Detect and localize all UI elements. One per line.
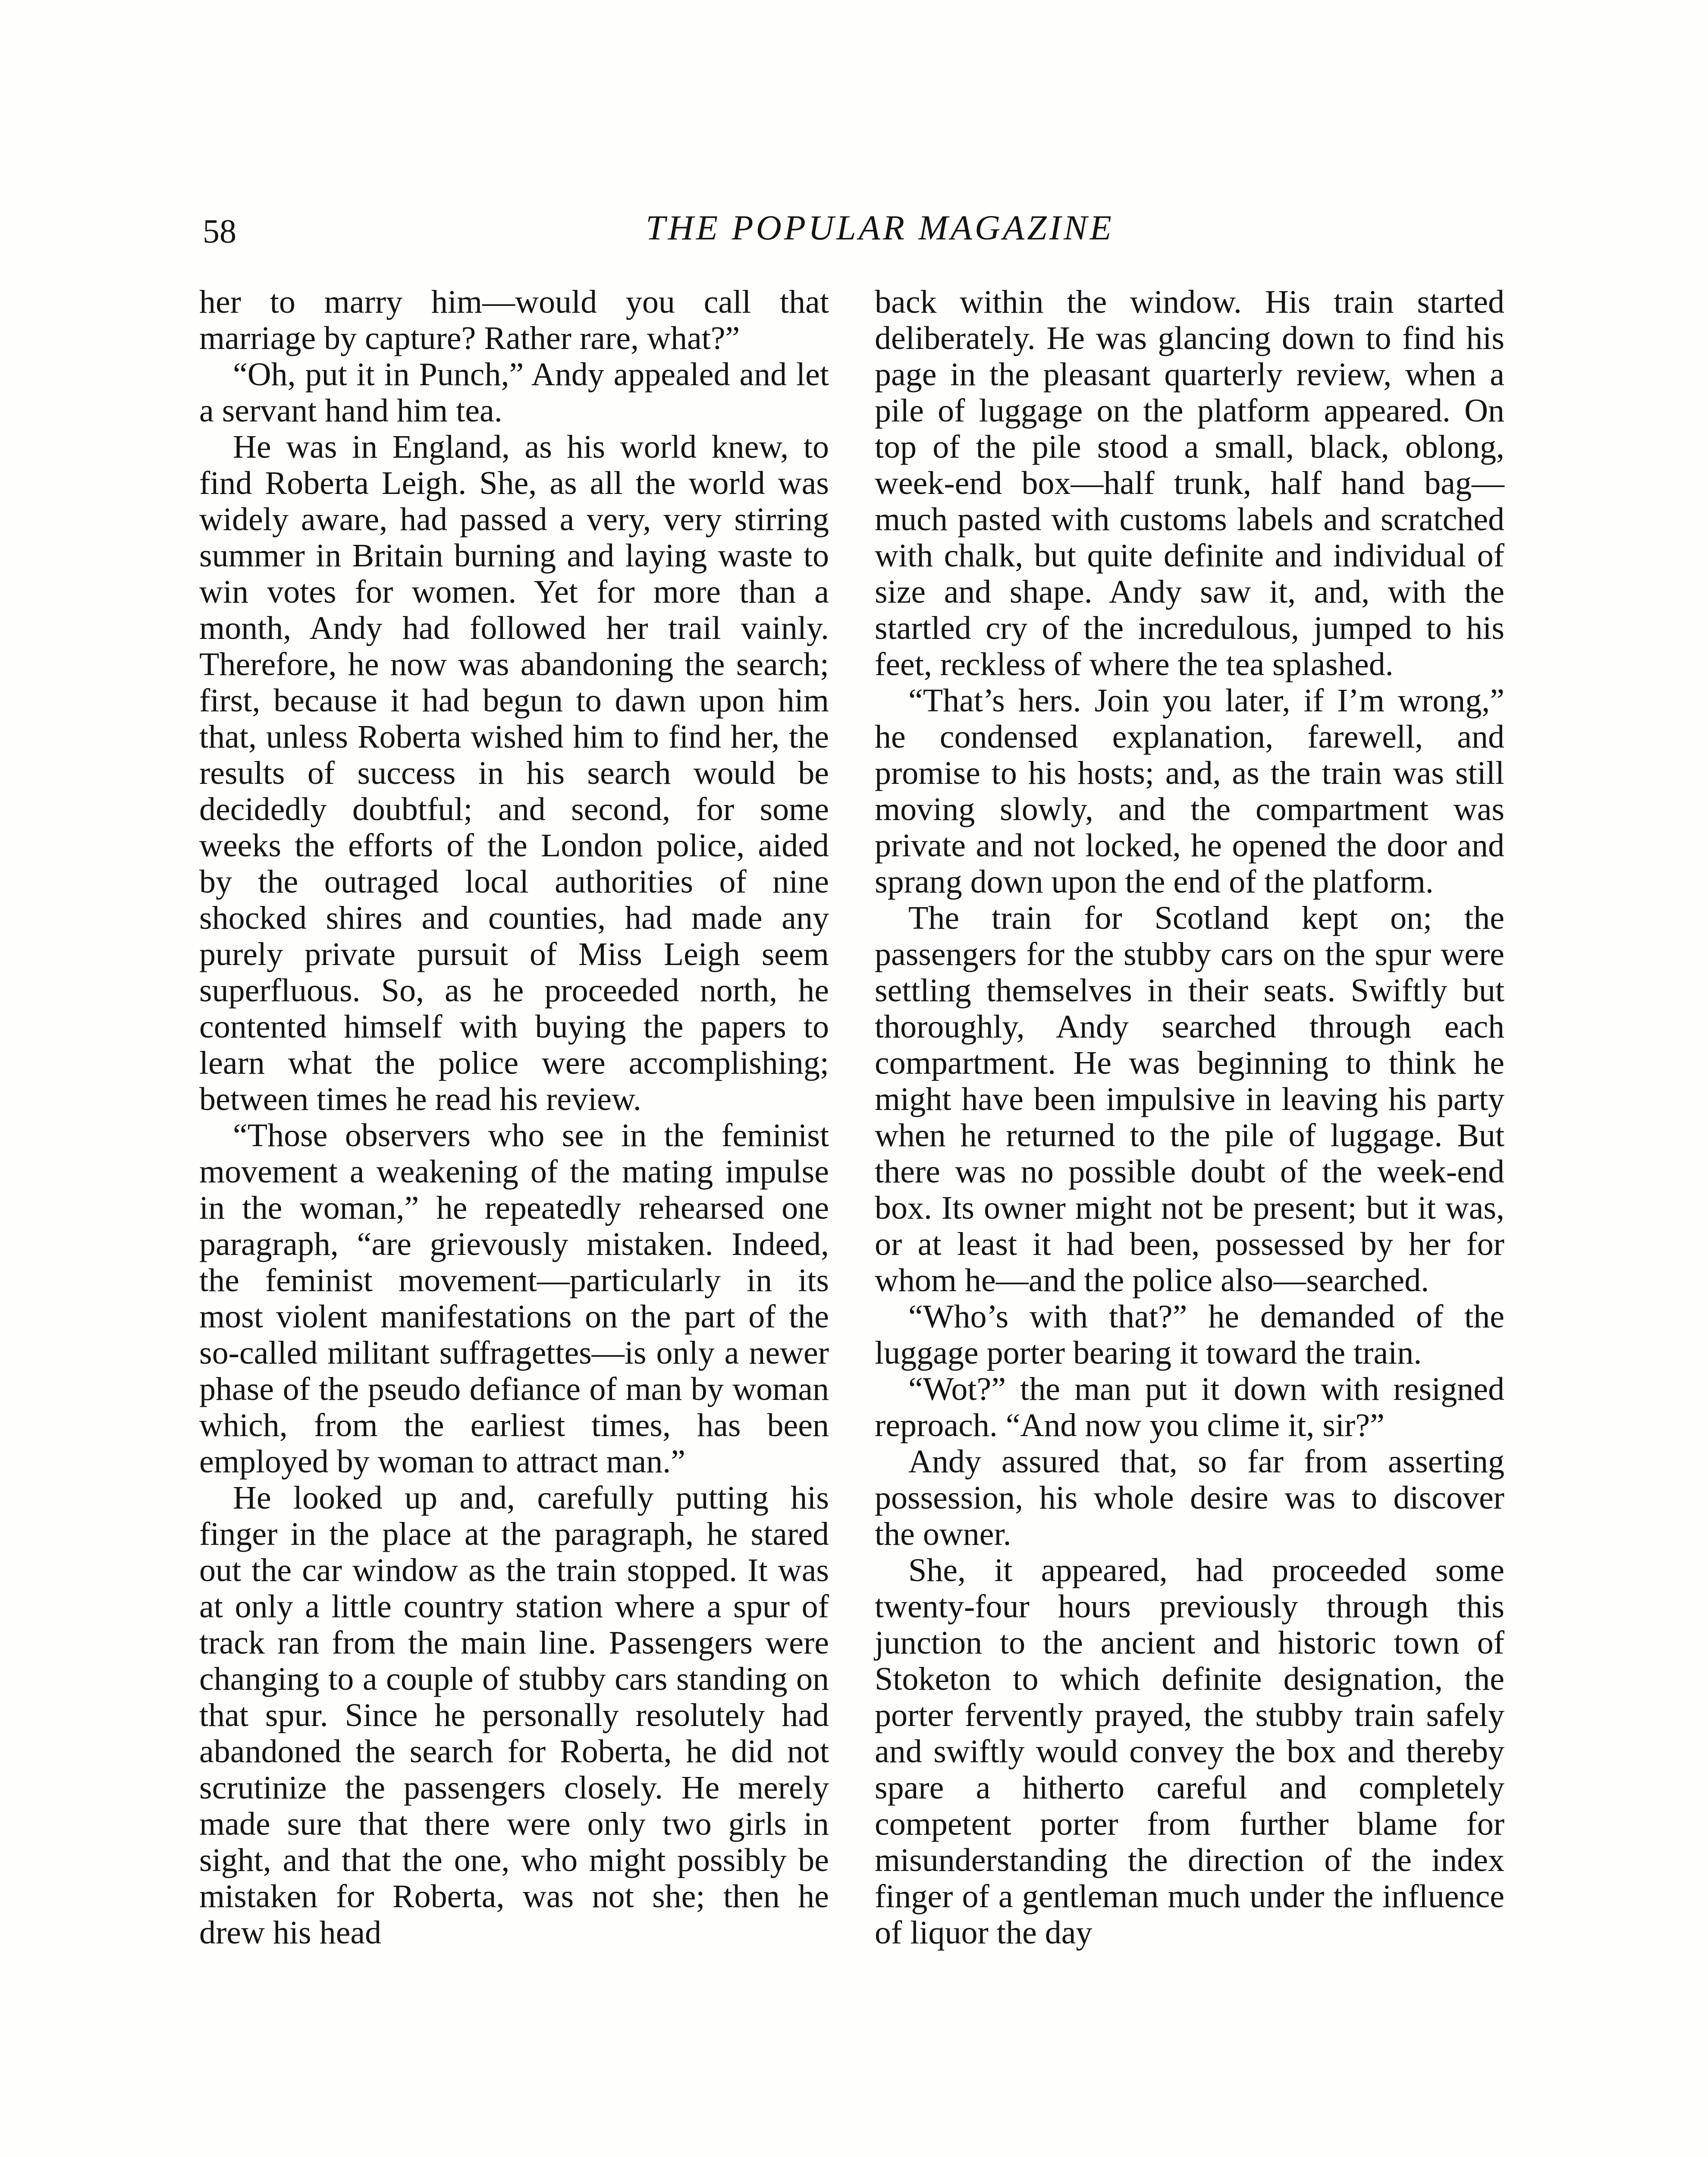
paragraph: back within the window. His train started deliberately. He was glancing down to find his page in the pleasant quarterly review, when a pile of luggage on the platform appeared. On top of the pile stood a small, black, oblong, week-end box—half trunk, half hand bag—much pasted with customs labels and scratched with chalk, but quite definite and individual of size and shape. Andy saw it, and, with the startled cry of the incredulous, jumped to his feet, reckless of where the tea splashed. — [875, 284, 1504, 682]
paragraph: “Oh, put it in Punch,” Andy appealed and let a servant hand him tea. — [199, 356, 829, 429]
left-column — [199, 284, 829, 1951]
paragraph: “Those observers who see in the feminist movement a weakening of the mating impulse in the woman,” he repeatedly rehearsed one paragraph, “are grievously mistaken. Indeed, the feminist movement—particularly in its most violent manifestations on the part of the so-called militant suffragettes—is only a newer phase of the pseudo defiance of man by woman which, from the earliest times, has been employed by woman to attract man.” — [199, 1117, 829, 1480]
paragraph: “That’s hers. Join you later, if I’m wrong,” he condensed explanation, farewell, and promise to his hosts; and, as the train was still moving slowly, and the compartment was private and not locked, he opened the door and sprang down upon the end of the platform. — [875, 682, 1504, 900]
running-title: THE POPULAR MAGAZINE — [646, 208, 1114, 247]
paragraph: “Wot?” the man put it down with resigned reproach. “And now you clime it, sir?” — [875, 1371, 1504, 1443]
paragraph: Andy assured that, so far from asserting possession, his whole desire was to discover the owner. — [875, 1443, 1504, 1552]
paragraph: He was in England, as his world knew, to find Roberta Leigh. She, as all the world was widely aware, had passed a very, very stirring summer in Britain burning and laying waste to win votes for women. Yet for more than a month, Andy had followed her trail vainly. Therefore, he now was abandoning the search; first, because it had begun to dawn upon him that, unless Roberta wished him to find her, the results of success in his search would be decidedly doubtful; and second, for some weeks the efforts of the London police, aided by the outraged local authorities of nine shocked shires and counties, had made any purely private pursuit of Miss Leigh seem superfluous. So, as he proceeded north, he contented himself with buying the papers to learn what the police were accomplishing; between times he read his review. — [199, 429, 829, 1117]
paragraph: “Who’s with that?” he demanded of the luggage porter bearing it toward the train. — [875, 1299, 1504, 1371]
paragraph: her to marry him—would you call that marriage by capture? Rather rare, what?” — [199, 284, 829, 356]
paragraph: She, it appeared, had proceeded some twenty-four hours previously through this junction to the ancient and historic town of Stoketon to which definite designation, the porter fervently prayed, the stubby train safely and swiftly would convey the box and thereby spare a hitherto careful and completely competent porter from further blame for misunderstanding the direction of the index finger of a gentleman much under the influence of liquor the day — [875, 1552, 1504, 1951]
paragraph: He looked up and, carefully putting his finger in the place at the paragraph, he stared out the car window as the train stopped. It was at only a little country station where a spur of track ran from the main line. Passengers were changing to a couple of stubby cars standing on that spur. Since he personally resolutely had abandoned the search for Roberta, he did not scrutinize the passengers closely. He merely made sure that there were only two girls in sight, and that the one, who might possibly be mistaken for Roberta, was not she; then he drew his head — [199, 1480, 829, 1951]
paragraph: The train for Scotland kept on; the passengers for the stubby cars on the spur were settling themselves in their seats. Swiftly but thoroughly, Andy searched through each compartment. He was beginning to think he might have been impulsive in leaving his party when he returned to the pile of luggage. But there was no possible doubt of the week-end box. Its owner might not be present; but it was, or at least it had been, possessed by her for whom he—and the police also—searched. — [875, 900, 1504, 1299]
right-column — [875, 284, 1504, 1951]
page-header — [203, 206, 1505, 258]
page-number: 58 — [203, 212, 236, 250]
